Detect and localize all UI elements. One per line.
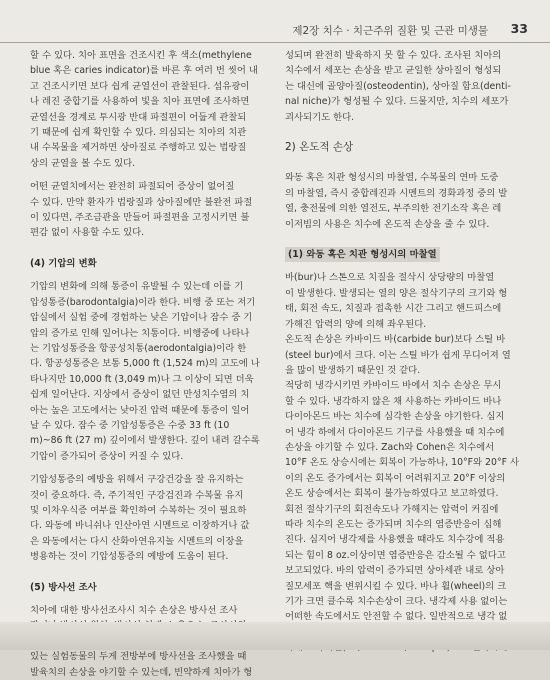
text-line: 및 이차우식증 여부를 확인하여 수복하는 것이 필요하 xyxy=(30,504,247,516)
text-line: 할 수 있다. 냉각하지 않은 채 사용하는 카바이드 바나 xyxy=(285,395,502,407)
text-line: 와동 혹은 치관 형성시의 마찰열, 수복물의 연마 도중 xyxy=(285,172,499,184)
text-line: 수 있다. 만약 환자가 법랑질과 상아질에만 불완전 파절 xyxy=(30,196,253,208)
text-line: 이의 온도 증가에서는 회복이 어려워지고 20°F 이상의 xyxy=(285,472,506,484)
text-line: (steel bur)에서 크다. 이는 스틸 바가 쉽게 무디어져 열 xyxy=(285,349,511,361)
text-line: 괴사되기도 한다. xyxy=(285,111,355,123)
text-line: 태, 회전 속도, 치질과 접촉한 시간 그리고 핸드피스에 xyxy=(285,303,502,315)
text-line: 손상을 야기할 수 있다. Zach와 Cohen은 치수에서 xyxy=(285,441,495,453)
text-line: 다. 와동에 바니쉬나 인산아연 시멘트로 이장하거나 값 xyxy=(30,520,250,532)
text-line: 치아에 대한 방사선조사시 치수 손상은 방사선 조사 xyxy=(30,605,238,616)
text-line: 기가 크면 클수록 치수손상이 크다. 냉각제 사용 없이는 xyxy=(285,596,508,607)
text-line: 다이아몬드 바는 치수에 심각한 손상을 야기한다. 심지 xyxy=(285,411,505,423)
text-line: 온도 상승에서는 회복이 불가능하였다고 보고하였다. xyxy=(285,488,499,500)
left-column xyxy=(30,48,277,680)
text-line: blue 혹은 caries indicator)를 바른 후 여러 번 씻어 내 xyxy=(30,65,258,77)
paragraph xyxy=(285,378,535,501)
text-line: 병용하는 것이 기압성통증의 예방에 도움이 된다. xyxy=(30,551,229,563)
page-number: 33 xyxy=(510,21,528,36)
page-bottom-edge xyxy=(0,622,550,650)
paragraph xyxy=(30,179,277,241)
paragraph xyxy=(30,48,277,171)
paragraph xyxy=(285,48,535,125)
text-line: 내 수복물을 제거하면 상아질로 주행하고 있는 법랑질 xyxy=(30,142,247,154)
text-line: 상의 균열을 볼 수도 있다. xyxy=(30,157,136,169)
text-line: 압성통증(barodontalgia)이라 한다. 비행 중 또는 저기 xyxy=(30,296,256,308)
text-line: 편감 없이 사용할 수도 있다. xyxy=(30,227,145,239)
text-line: 균열선을 경계로 투시광 반대 파절편이 어둡게 관찰되 xyxy=(30,111,247,123)
text-line: 이저빔의 사용은 치수에 온도적 손상을 줄 수 있다. xyxy=(285,218,490,230)
text-line: 압의 증가로 인해 일어나는 치통이다. 비행중에 나타나 xyxy=(30,327,250,339)
text-line: 어떤 균열치에서는 완전히 파절되어 증상이 없어질 xyxy=(30,181,235,193)
text-line: nal niche)가 형성될 수 있다. 드물지만, 치수의 세포가 xyxy=(285,96,509,108)
text-line: 을 많이 발생하기 때문인 것 같다. xyxy=(285,364,421,376)
text-line: 의 마찰열, 즉시 중합레진과 시멘트의 경화과정 중의 발 xyxy=(285,187,508,199)
text-line: 열, 충전물에 의한 열전도, 부주의한 전기소작 혹은 레 xyxy=(285,203,502,215)
subheading-air-pressure: (4) 기압의 변화 xyxy=(30,257,97,269)
paragraph xyxy=(285,270,535,332)
paragraph xyxy=(285,170,535,232)
text-line: 진다. 심지어 냉각제를 사용했을 때라도 치수강에 적용 xyxy=(285,534,505,546)
text-line: 치수에서 세포는 손상을 받고 균일한 상아질이 형성되 xyxy=(285,65,502,77)
page-header xyxy=(0,20,550,42)
text-line: 있는 실험동물의 두게 전방부에 방사선을 조사했을 때 xyxy=(30,651,247,663)
text-line: 다. 항공성통증은 보통 5,000 ft (1,524 m)의 고도에 나 xyxy=(30,358,260,370)
text-line: 기 때문에 쉽게 확인할 수 있다. 의심되는 치아의 치관 xyxy=(30,127,247,139)
subheading-friction-heat: (1) 와동 혹은 치관 형성시의 마찰열 xyxy=(285,247,440,262)
text-line: 기압이 증가되어 증상이 커질 수 있다. xyxy=(30,450,184,462)
text-line: 타나지만 10,000 ft (3,049 m)나 그 이상이 되면 더욱 xyxy=(30,373,254,385)
paragraph xyxy=(285,332,535,378)
text-line: 보고되었다. 바의 압력이 증가되면 상아세관 내로 상아 xyxy=(285,565,505,577)
text-line: 고 건조시키면 보다 쉽게 균열선이 관찰된다. 섬유광이 xyxy=(30,80,250,92)
text-line: 기압의 변화에 의해 통증이 유발될 수 있는데 이를 기 xyxy=(30,281,244,293)
right-column xyxy=(285,48,535,656)
text-line: 바(bur)나 스톤으로 치질을 절삭시 상당량의 마찰열 xyxy=(285,272,495,284)
text-line: 할 수 있다. 치아 표면을 건조시킨 후 색소(methylene xyxy=(30,50,252,61)
text-line: 는 대신에 골양아질(osteodentin), 상아질 함요(denti- xyxy=(285,80,511,92)
text-line: 가해진 압력의 양에 의해 좌우된다. xyxy=(285,318,427,330)
text-line: 는 기압성통증을 항공성치통(aerodontalgia)이라 한 xyxy=(30,342,247,354)
text-line: 이 발생한다. 발생되는 열의 양은 절삭기구의 크기와 형 xyxy=(285,287,508,299)
text-line: 되는 힘이 8 oz.이상이면 염증반응은 감소될 수 없다고 xyxy=(285,549,506,561)
text-line: 어떠한 속도에서도 안전할 수 없다. 일반적으로 냉각 없 xyxy=(285,611,508,623)
text-line: m)~86 ft (27 m) 깊이에서 발생한다. 깊이 내려 갈수록 xyxy=(30,435,260,447)
paragraph xyxy=(30,279,277,464)
text-line: 아는 높은 고도에서는 낮아진 압력 때문에 통증이 일어 xyxy=(30,404,250,416)
text-line: 회전 절삭기구의 회전속도나 가해지는 압력이 커짐에 xyxy=(285,503,499,515)
text-line: 것이 중요하다. 즉, 주기적인 구강검진과 수복물 유지 xyxy=(30,489,244,501)
header-rule xyxy=(0,42,550,43)
text-line: 10°F 온도 상승시에는 회복이 가능하나, 10°F와 20°F 사 xyxy=(285,457,519,469)
text-line: 발육치의 손상을 야기할 수 있는데, 빈약하게 치아가 형 xyxy=(30,666,253,678)
text-line: 나 레진 중합기를 사용하여 빛을 치아 표면에 조사하면 xyxy=(30,96,250,108)
text-line: 질모세포 핵을 변위시킬 수 있다. 바나 휠(wheel)의 크 xyxy=(285,580,507,592)
text-line: 이 있다면, 주조금관을 만들어 파절편을 고정시키면 불 xyxy=(30,212,250,224)
text-line: 온도적 손상은 카바이드 바(carbide bur)보다 스틸 바 xyxy=(285,334,506,346)
text-line: 쉽게 일어난다. 지상에서 증상이 없던 만성치수염의 치 xyxy=(30,389,250,401)
text-line: 성되며 완전히 발육하지 못 할 수 있다. 조사된 치아의 xyxy=(285,50,502,61)
text-line: 은 와동에서는 다시 산화아연유지놀 시멘트의 이장을 xyxy=(30,535,244,547)
section-heading-thermal: 2) 온도적 손상 xyxy=(285,141,354,154)
text-line: 적당히 냉각시키면 카바이드 바에서 치수 손상은 무시 xyxy=(285,380,502,392)
running-title: 제2장 치수 · 치근주위 질환 및 근관 미생물 xyxy=(292,25,488,37)
text-line: 따라 치수의 온도는 증가되며 치수의 염증반응이 심해 xyxy=(285,518,502,530)
text-line: 기압성통증의 예방을 위해서 구강건강을 잘 유지하는 xyxy=(30,474,244,486)
subheading-radiation: (5) 방사선 조사 xyxy=(30,581,97,593)
paragraph xyxy=(30,472,277,564)
text-line: 날 수 있다. 잠수 중 기압성통증은 수중 33 ft (10 xyxy=(30,419,230,431)
text-line: 압실에서 실험 중에 경험하는 낮은 기압이나 잠수 중 기 xyxy=(30,312,253,324)
text-line: 어 냉각 하에서 다이아몬드 기구를 사용했을 때 치수에 xyxy=(285,426,505,438)
